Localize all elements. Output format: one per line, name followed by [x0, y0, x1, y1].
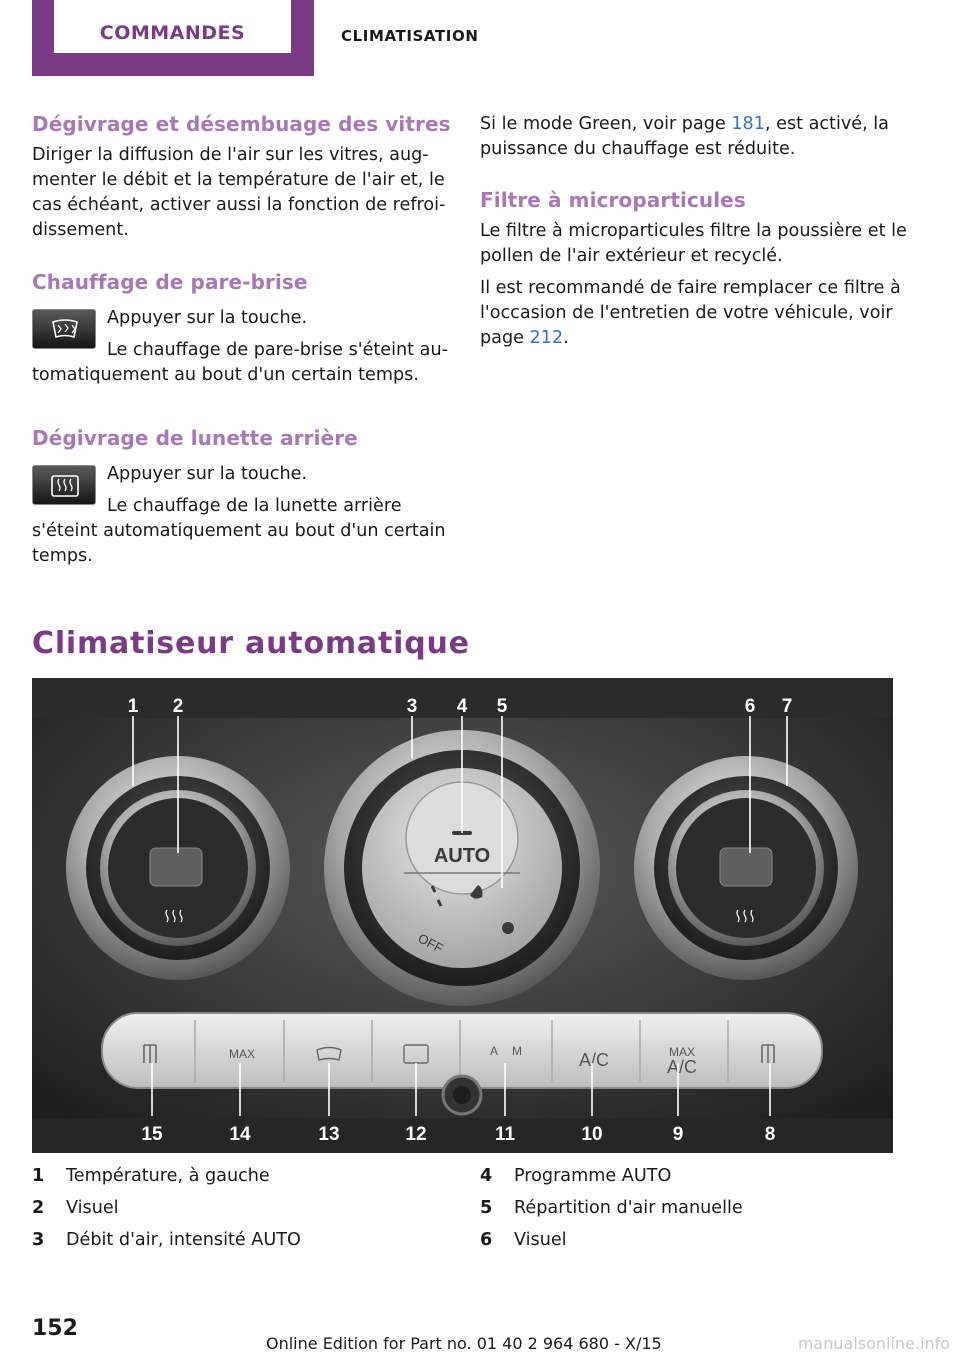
legend-number: 6: [480, 1230, 493, 1250]
paragraph-line: cas échéant, activer aussi la fonction de refroi-: [32, 195, 446, 215]
heading-filter: Filtre à microparticules: [480, 188, 746, 212]
page-link-212[interactable]: 212: [529, 328, 564, 348]
heading-defrost: Dégivrage et désembuage des vitres: [32, 112, 451, 136]
windshield-step: Appuyer sur la touche.: [107, 308, 308, 328]
button-max-ac-label-top: MAX: [668, 1045, 696, 1059]
auto-label: AUTO: [433, 845, 491, 867]
legend-number: 1: [32, 1166, 45, 1186]
callout-13: 13: [318, 1124, 340, 1145]
callout-14: 14: [229, 1124, 251, 1145]
button-recirc-m-label: M: [512, 1044, 522, 1058]
heading-windshield: Chauffage de pare-brise: [32, 270, 308, 294]
page-number: 152: [32, 1316, 78, 1341]
callout-4: 4: [456, 696, 468, 717]
main-title: Climatiseur automatique: [32, 626, 470, 661]
windshield-note-line: Le chauffage de pare-brise s'éteint au-: [107, 340, 448, 360]
paragraph-line: [480, 326, 901, 351]
rear-defrost-note-line: s'éteint automatiquement au bout d'un certain: [32, 521, 446, 541]
paragraph-line: Il est recommandé de faire remplacer ce filtre à: [480, 278, 901, 298]
heading-rear-defrost: Dégivrage de lunette arrière: [32, 426, 358, 450]
paragraph-defrost: [32, 143, 452, 243]
chapter-tab[interactable]: [32, 0, 314, 76]
chapter-tab-inner: [54, 0, 291, 53]
green-text: , est activé, la: [764, 114, 889, 134]
callout-8: 8: [764, 1124, 776, 1145]
paragraph-line: Le filtre à microparticules filtre la poussière et le: [480, 221, 907, 241]
legend-number: 3: [32, 1230, 45, 1250]
filter-paragraph: [480, 276, 901, 351]
legend-text: Température, à gauche: [66, 1166, 270, 1186]
callout-11: 11: [494, 1124, 516, 1145]
button-ac-label: A/C: [578, 1050, 610, 1070]
paragraph-line: l'occasion de l'entretien de votre véhicule, voir: [480, 303, 893, 323]
legend-text: Débit d'air, intensité AUTO: [66, 1230, 301, 1250]
legend-text: Visuel: [514, 1230, 567, 1250]
paragraph-line: pollen de l'air extérieur et recyclé.: [480, 246, 783, 266]
legend-number: 5: [480, 1198, 493, 1218]
legend-text: Répartition d'air manuelle: [514, 1198, 743, 1218]
watermark: manualsonline.info: [797, 1334, 950, 1353]
button-max-ac-label: A/C: [666, 1057, 698, 1077]
button-max-defrost-label: MAX: [228, 1047, 256, 1061]
legend-text: Programme AUTO: [514, 1166, 672, 1186]
legend-text: Visuel: [66, 1198, 119, 1218]
paragraph-line: menter le débit et la température de l'air et, le: [32, 170, 445, 190]
rear-defrost-button-icon: [32, 465, 96, 505]
rear-defrost-step: Appuyer sur la touche.: [107, 464, 308, 484]
page-link-181[interactable]: 181: [731, 114, 765, 134]
filter-text: .: [563, 328, 569, 348]
callout-9: 9: [672, 1124, 684, 1145]
legend-number: 2: [32, 1198, 45, 1218]
filter-text: page: [480, 328, 530, 348]
button-recirc-a-label: A: [489, 1044, 499, 1058]
callout-1: 1: [127, 696, 139, 717]
green-mode-line: [480, 112, 889, 137]
paragraph-line: dissement.: [32, 220, 129, 240]
section-title: CLIMATISATION: [341, 27, 479, 45]
rear-defrost-note-line: Le chauffage de la lunette arrière: [107, 496, 402, 516]
callout-5: 5: [496, 696, 508, 717]
filter-paragraph: [480, 219, 907, 269]
paragraph-line: Diriger la diffusion de l'air sur les vitres, aug-: [32, 145, 429, 165]
windshield-heating-button-icon: [32, 309, 96, 349]
callout-12: 12: [405, 1124, 427, 1145]
callout-10: 10: [581, 1124, 603, 1145]
climate-control-photo: [32, 678, 893, 1153]
legend-number: 4: [480, 1166, 493, 1186]
callout-7: 7: [781, 696, 793, 717]
callout-6: 6: [744, 696, 756, 717]
rear-defrost-note-line: temps.: [32, 546, 93, 566]
off-label: OFF: [415, 930, 446, 956]
callout-2: 2: [172, 696, 184, 717]
chapter-tab-label: COMMANDES: [99, 22, 246, 44]
edition-footer: Online Edition for Part no. 01 40 2 964 680 - X/15: [266, 1334, 662, 1353]
green-text: Si le mode Green, voir page: [480, 114, 732, 134]
windshield-note-line: tomatiquement au bout d'un certain temps.: [32, 365, 419, 385]
callout-15: 15: [141, 1124, 163, 1145]
callout-3: 3: [406, 696, 418, 717]
green-mode-line: puissance du chauffage est réduite.: [480, 139, 796, 159]
